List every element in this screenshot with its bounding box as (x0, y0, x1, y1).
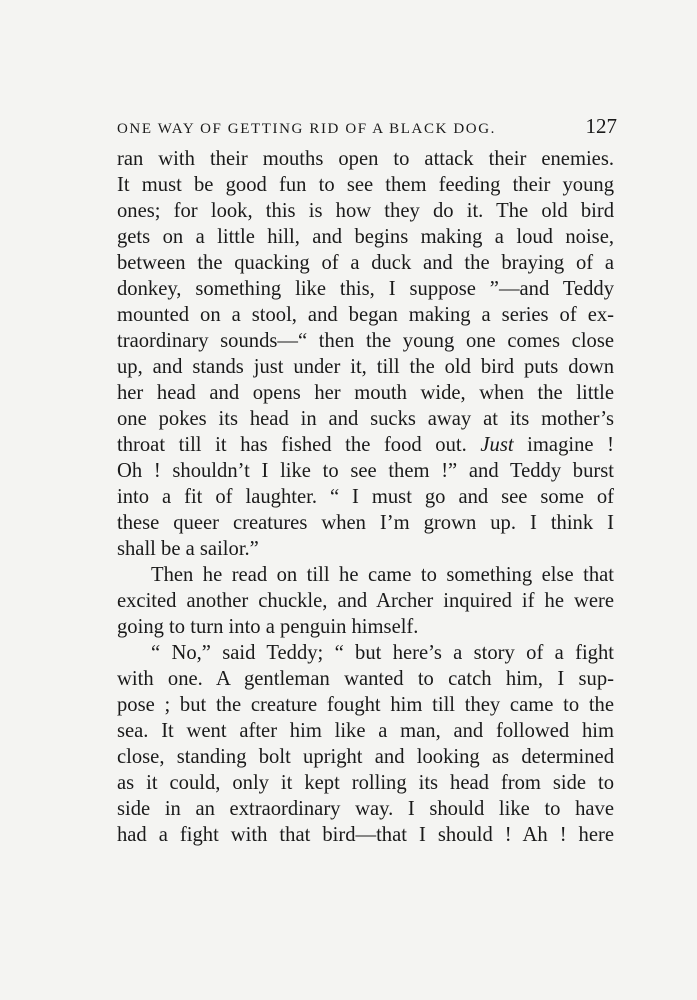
text-line: into a fit of laughter. “ I must go and see some of (117, 486, 614, 508)
text-line: traordinary sounds—“ then the young one comes close (117, 330, 614, 352)
text-line (117, 432, 614, 458)
text-line: her head and opens her mouth wide, when the little (117, 382, 614, 404)
text-line: “ No,” said Teddy; “ but here’s a story of a fight (151, 642, 614, 664)
running-header (117, 114, 617, 139)
text-line: going to turn into a penguin himself. (117, 616, 419, 638)
text-line: side in an extraordinary way. I should like to have (117, 798, 614, 820)
text-line: had a fight with that bird—that I should ! Ah ! here (117, 824, 614, 846)
text-line: up, and stands just under it, till the old bird puts down (117, 356, 614, 378)
text-line: sea. It went after him like a man, and followed him (117, 720, 614, 742)
text-line: ran with their mouths open to attack their enemies. (117, 148, 614, 170)
text-line: gets on a little hill, and begins making a loud noise, (117, 226, 614, 248)
body-text (117, 146, 614, 848)
text-line: ones; for look, this is how they do it. The old bird (117, 200, 614, 222)
text-line: pose ; but the creature fought him till they came to the (117, 694, 614, 716)
text-line: donkey, something like this, I suppose ”—and Teddy (117, 278, 614, 300)
text-line: these queer creatures when I’m grown up. I think I (117, 512, 614, 534)
text-line: shall be a sailor.” (117, 538, 259, 560)
text-line: with one. A gentleman wanted to catch him, I sup- (117, 668, 614, 690)
text-line: one pokes its head in and sucks away at its mother’s (117, 408, 614, 430)
text-line: excited another chuckle, and Archer inquired if he were (117, 590, 614, 612)
italic-emphasis: Just (480, 434, 514, 456)
text-run: throat till it has fished the food out. (117, 434, 481, 456)
text-line: It must be good fun to see them feeding their young (117, 174, 614, 196)
text-line: mounted on a stool, and began making a series of ex- (117, 304, 614, 326)
text-line: between the quacking of a duck and the braying of a (117, 252, 614, 274)
text-line: as it could, only it kept rolling its head from side to (117, 772, 614, 794)
text-line: Oh ! shouldn’t I like to see them !” and Teddy burst (117, 460, 614, 482)
text-run: imagine ! (513, 434, 614, 456)
page-number: 127 (585, 114, 617, 138)
text-line: close, standing bolt upright and looking as determined (117, 746, 614, 768)
text-line: Then he read on till he came to something else that (151, 564, 614, 586)
chapter-title: ONE WAY OF GETTING RID OF A BLACK DOG. (117, 121, 497, 137)
